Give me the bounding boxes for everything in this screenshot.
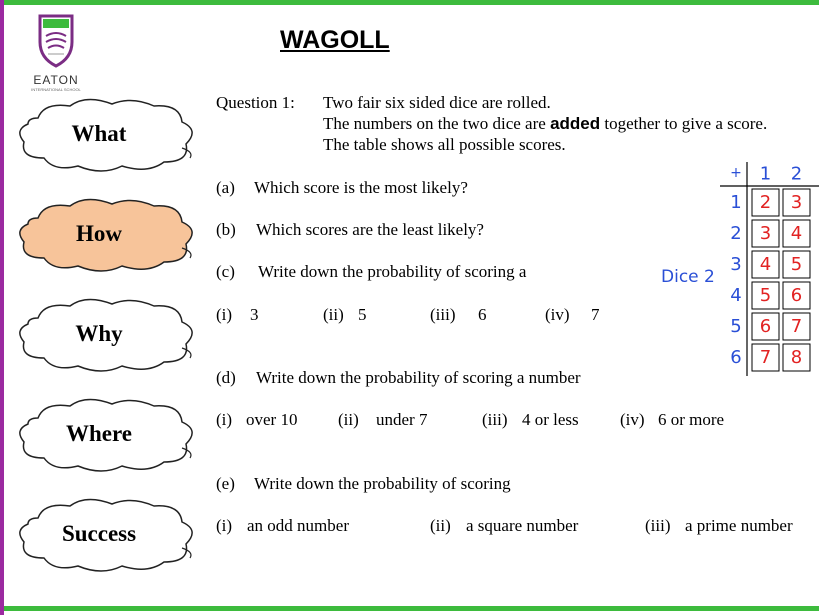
c-part-label: (ii): [323, 305, 344, 324]
table-cell: 6: [790, 285, 803, 306]
part-b-text: Which scores are the least likely?: [256, 220, 484, 239]
cloud-what: [14, 96, 200, 172]
part-c-label: (c): [216, 262, 235, 281]
table-cell: 4: [790, 223, 803, 244]
table-cell: 2: [759, 192, 772, 213]
column-header: 2: [790, 163, 803, 185]
table-corner: +: [730, 165, 742, 181]
logo-name: EATON: [33, 73, 79, 87]
e-part-value: an odd number: [247, 516, 349, 535]
cloud-label: How: [76, 221, 122, 246]
cloud-label: Where: [65, 421, 132, 446]
c-part-label: (i): [216, 305, 233, 324]
d-part-label: (i): [216, 410, 233, 429]
table-cell: 3: [790, 192, 803, 213]
line2-bold: added: [550, 114, 601, 133]
d-part-value: 6 or more: [658, 410, 725, 429]
part-d-label: (d): [216, 368, 236, 387]
line2-pre: The numbers on the two dice are: [323, 114, 551, 133]
d-part-label: (iv): [620, 410, 645, 429]
column-header: 1: [759, 163, 772, 185]
c-part-label: (iv): [545, 305, 570, 324]
top-border: [0, 0, 819, 5]
row-header: 1: [730, 192, 742, 213]
question-number: Question 1:: [216, 93, 295, 112]
table-cell: 7: [759, 347, 772, 368]
e-part-value: a prime number: [685, 516, 793, 535]
line2-post: together to give a score.: [600, 114, 768, 133]
scores-table: [720, 162, 819, 381]
table-cell: 8: [790, 347, 803, 368]
c-part-value: 5: [358, 305, 367, 324]
cloud-where: [14, 396, 200, 472]
cloud-label: Why: [75, 321, 123, 346]
part-a-text: Which score is the most likely?: [254, 178, 468, 197]
c-part-value: 6: [478, 305, 487, 324]
c-part-value: 3: [250, 305, 259, 324]
part-d-text: Write down the probability of scoring a number: [256, 368, 581, 387]
d-part-value: 4 or less: [522, 410, 579, 429]
row-header: 6: [730, 347, 742, 368]
question-line-3: The table shows all possible scores.: [323, 135, 566, 154]
table-cell: 4: [759, 254, 772, 275]
part-e-label: (e): [216, 474, 235, 493]
table-cell: 3: [759, 223, 772, 244]
page-title: WAGOLL: [280, 26, 390, 54]
c-part-label: (iii): [430, 305, 456, 324]
table-cell: 5: [759, 285, 772, 306]
cloud-why: [14, 296, 200, 372]
table-cell: 7: [790, 316, 803, 337]
row-header: 5: [730, 316, 742, 337]
part-c-text: Write down the probability of scoring a: [258, 262, 527, 281]
part-e-text: Write down the probability of scoring: [254, 474, 511, 493]
row-header: 4: [730, 285, 742, 306]
question-line-2: [323, 114, 767, 134]
e-part-label: (iii): [645, 516, 671, 535]
school-logo: [30, 14, 82, 94]
d-part-label: (ii): [338, 410, 359, 429]
e-part-value: a square number: [466, 516, 579, 535]
e-part-label: (i): [216, 516, 233, 535]
logo-subtitle: INTERNATIONAL SCHOOL: [31, 87, 81, 92]
cloud-label: What: [71, 121, 127, 146]
scores-grid: [720, 162, 819, 376]
d-part-value: under 7: [376, 410, 428, 429]
question-line-1: Two fair six sided dice are rolled.: [323, 93, 551, 112]
row-header: 2: [730, 223, 742, 244]
table-cell: 6: [759, 316, 772, 337]
d-part-value: over 10: [246, 410, 298, 429]
e-part-label: (ii): [430, 516, 451, 535]
school-crest-icon: [36, 14, 76, 68]
cloud-how: [14, 196, 200, 272]
row-header: 3: [730, 254, 742, 275]
dice-2-label: Dice 2: [661, 267, 715, 287]
d-part-label: (iii): [482, 410, 508, 429]
cloud-success: [14, 496, 200, 572]
left-border: [0, 0, 4, 615]
table-cell: 5: [790, 254, 803, 275]
cloud-label: Success: [61, 521, 137, 546]
c-part-value: 7: [591, 305, 600, 324]
bottom-border: [0, 606, 819, 611]
part-a-label: (a): [216, 178, 235, 197]
part-b-label: (b): [216, 220, 236, 239]
